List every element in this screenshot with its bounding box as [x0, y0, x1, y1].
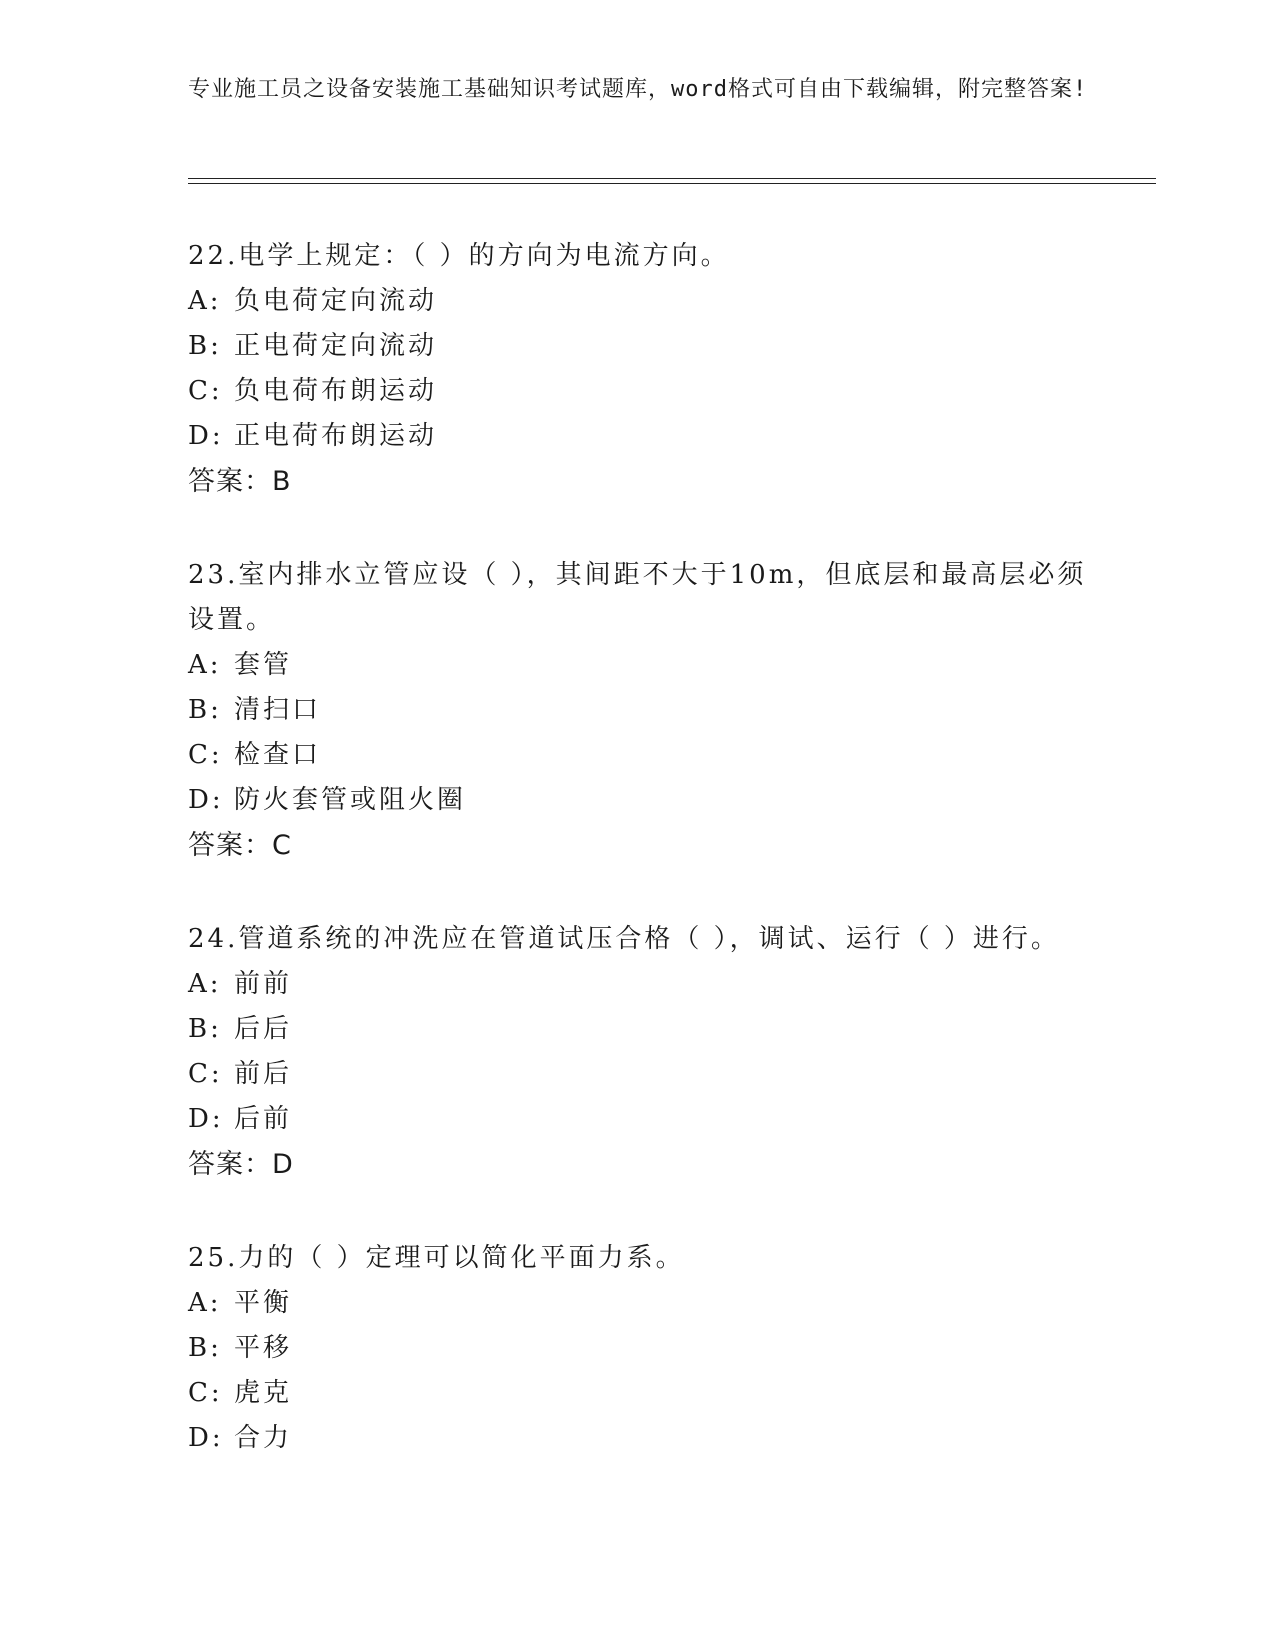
option-b	[188, 1326, 1108, 1371]
question-stem: 24.管道系统的冲洗应在管道试压合格（ ），调试、运行（ ）进行。	[188, 924, 1060, 954]
option-letter: B:	[188, 1014, 222, 1044]
answer-label: 答案：C	[188, 830, 292, 861]
option-c	[188, 369, 1108, 414]
option-letter: D:	[188, 1423, 224, 1453]
option-letter: D:	[188, 421, 224, 451]
option-letter: A:	[188, 969, 222, 999]
option-text: 虎克	[234, 1378, 293, 1408]
option-b	[188, 688, 1108, 733]
option-b	[188, 324, 1108, 369]
option-a	[188, 643, 1108, 688]
option-letter: C:	[188, 1378, 223, 1408]
option-text: 前前	[234, 969, 293, 999]
option-text: 后前	[234, 1104, 293, 1134]
question-stem: 22.电学上规定：（ ）的方向为电流方向。	[188, 241, 730, 271]
header-divider-top	[188, 178, 1156, 179]
question-24	[188, 917, 1108, 1187]
option-c	[188, 1052, 1108, 1097]
option-text: 套管	[234, 650, 293, 680]
option-letter: D:	[188, 785, 224, 815]
option-text: 平移	[234, 1333, 293, 1363]
option-letter: D:	[188, 1104, 224, 1134]
option-letter: B:	[188, 1333, 222, 1363]
option-d	[188, 778, 1108, 823]
question-25	[188, 1236, 1108, 1461]
question-22	[188, 234, 1108, 504]
option-letter: B:	[188, 331, 222, 361]
option-letter: A:	[188, 286, 222, 316]
option-text: 正电荷定向流动	[234, 331, 438, 361]
option-text: 防火套管或阻火圈	[234, 785, 467, 815]
option-letter: C:	[188, 740, 223, 770]
question-stem: 23.室内排水立管应设（ ），其间距不大于10m，但底层和最高层必须设置。	[188, 560, 1087, 635]
option-d	[188, 1097, 1108, 1142]
option-a	[188, 1281, 1108, 1326]
option-d	[188, 1416, 1108, 1461]
option-text: 负电荷布朗运动	[234, 376, 438, 406]
document-header-title: 专业施工员之设备安装施工基础知识考试题库，word格式可自由下载编辑，附完整答案!	[188, 77, 1088, 102]
answer-label: 答案：D	[188, 1149, 294, 1180]
option-b	[188, 1007, 1108, 1052]
option-letter: A:	[188, 1288, 222, 1318]
question-23	[188, 553, 1108, 868]
option-c	[188, 733, 1108, 778]
option-text: 合力	[234, 1423, 293, 1453]
option-text: 正电荷布朗运动	[234, 421, 438, 451]
option-a	[188, 279, 1108, 324]
option-text: 后后	[234, 1014, 293, 1044]
option-text: 前后	[234, 1059, 293, 1089]
option-a	[188, 962, 1108, 1007]
question-stem: 25.力的（ ）定理可以简化平面力系。	[188, 1243, 685, 1273]
option-letter: B:	[188, 695, 222, 725]
answer-label: 答案：B	[188, 466, 292, 497]
option-text: 负电荷定向流动	[234, 286, 438, 316]
option-text: 清扫口	[234, 695, 322, 725]
option-letter: C:	[188, 1059, 223, 1089]
option-letter: C:	[188, 376, 223, 406]
option-letter: A:	[188, 650, 222, 680]
option-c	[188, 1371, 1108, 1416]
option-d	[188, 414, 1108, 459]
header-divider-bottom	[188, 183, 1156, 184]
option-text: 检查口	[234, 740, 322, 770]
option-text: 平衡	[234, 1288, 293, 1318]
